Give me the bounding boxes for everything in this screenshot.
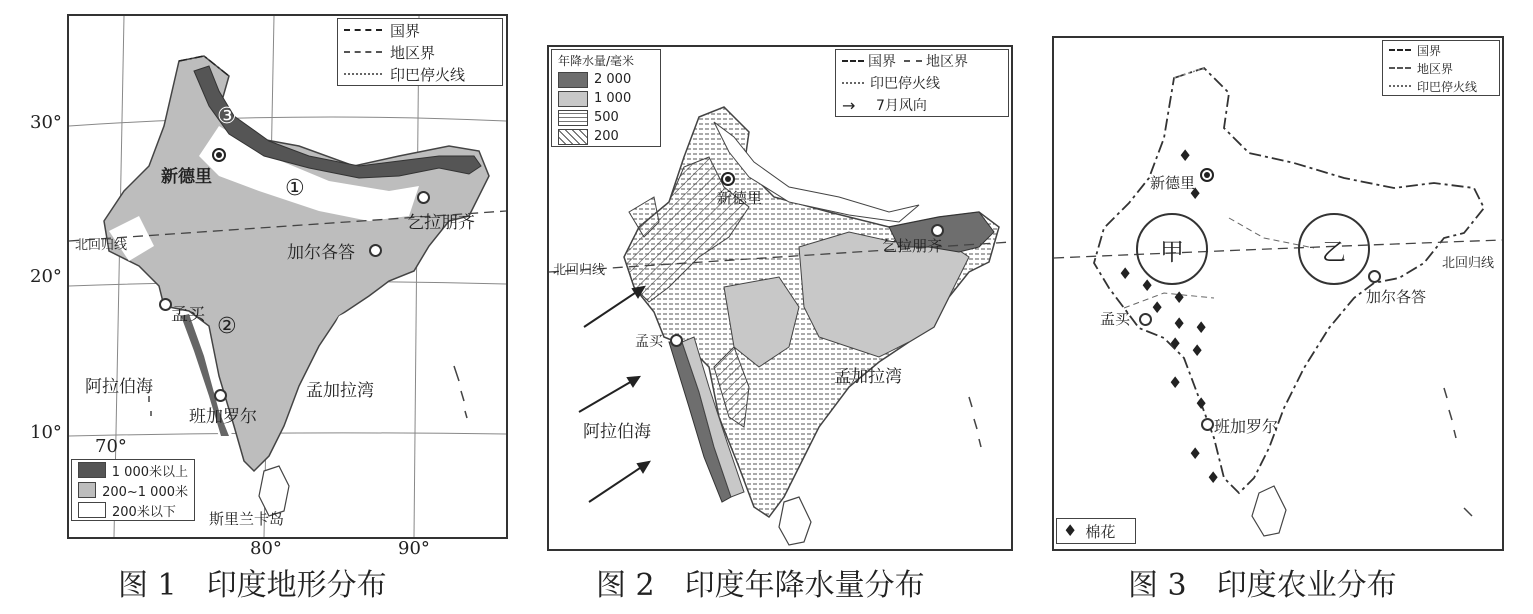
marker-2: ② (217, 314, 237, 339)
bangalore-label: 班加罗尔 (1214, 417, 1279, 436)
new-delhi-label: 新德里 (161, 167, 212, 187)
swatch-high (78, 462, 106, 478)
legend-row-precip-2000: 2 000 (552, 70, 660, 89)
map-panel-agriculture (1052, 36, 1504, 551)
legend-row-precip-500: 500 (552, 108, 660, 127)
legend-row-region-border: 地区界 (1383, 59, 1499, 77)
legend-row-wind: → 7月风向 (842, 95, 927, 115)
legend-row-precip-1000: 1 000 (552, 89, 660, 108)
cotton-icon: ♦ (1172, 314, 1187, 333)
new-delhi-capital-icon (1200, 168, 1214, 182)
legend-row-elev-high: 1 000米以上 (72, 460, 194, 480)
legend-row-elev-low: 200米以下 (72, 500, 194, 520)
tropic-label: 北回归线 (75, 238, 128, 253)
marker-1: ① (285, 176, 305, 201)
cotton-icon: ♦ (1172, 288, 1187, 307)
cotton-icon: ♦ (1118, 264, 1133, 283)
dotted-line-icon (1389, 85, 1411, 87)
cotton-icon: ♦ (1150, 298, 1165, 317)
cotton-icon: ♦ (1194, 318, 1209, 337)
legend-row-borders: 国界 地区界 (836, 50, 1008, 72)
lon-label-80: 80° (250, 538, 282, 559)
dotted-line-icon (842, 82, 864, 84)
elevation-legend (71, 459, 195, 521)
swatch-low (78, 502, 106, 518)
bangalore-city-icon (214, 389, 227, 402)
legend-row-national-border: 国界 (338, 19, 502, 41)
precipitation-legend (551, 49, 661, 147)
legend-row-ceasefire-line: 印巴停火线 (1383, 77, 1499, 95)
precip-legend-title: 年降水量/毫米 (558, 53, 635, 68)
dash-line-icon (344, 51, 382, 53)
cotton-legend: ♦ 棉花 (1056, 518, 1136, 544)
kolkata-city-icon (1368, 270, 1381, 283)
new-delhi-capital-icon (721, 172, 735, 186)
dash-line-icon (1389, 67, 1411, 69)
cherrapunji-city-icon (417, 191, 430, 204)
new-delhi-label: 新德里 (1150, 174, 1196, 192)
bay-of-bengal-label: 孟加拉湾 (834, 367, 902, 387)
arrow-icon: → (842, 95, 856, 115)
arabian-sea-label: 阿拉伯海 (583, 422, 651, 442)
map-panel-precipitation (547, 45, 1013, 551)
precip-line-legend (835, 49, 1009, 117)
swatch-1000 (558, 91, 588, 107)
lon-label-70: 70° (95, 436, 127, 457)
cherrapunji-label: 乞拉朋齐 (407, 213, 475, 233)
swatch-200 (558, 129, 588, 145)
dashdot-line-icon (842, 60, 864, 62)
cotton-icon: ♦ (1063, 521, 1078, 540)
lon-label-90: 90° (398, 538, 430, 559)
bangalore-city-icon (1201, 418, 1214, 431)
dashdot-line-icon (1389, 49, 1411, 51)
lat-label-10: 10° (30, 422, 62, 443)
agriculture-map-drawing (1054, 38, 1502, 549)
dotted-line-icon (344, 73, 382, 75)
arabian-sea-label: 阿拉伯海 (85, 377, 153, 397)
cotton-icon: ♦ (1190, 341, 1205, 360)
sri-lanka-label: 斯里兰卡岛 (209, 510, 285, 528)
kolkata-label: 加尔各答 (287, 243, 355, 263)
new-delhi-capital-icon (212, 148, 226, 162)
cotton-icon: ♦ (1168, 373, 1183, 392)
cotton-icon: ♦ (1188, 444, 1203, 463)
figure-3-caption: 图 3 印度农业分布 (1128, 568, 1397, 603)
dash-line-icon (904, 60, 922, 62)
cotton-icon: ♦ (1168, 334, 1183, 353)
tropic-label: 北回归线 (553, 263, 606, 278)
cotton-icon: ♦ (1188, 184, 1203, 203)
lat-label-20: 20° (30, 266, 62, 287)
tropic-label: 北回归线 (1442, 256, 1495, 271)
bay-of-bengal-label: 孟加拉湾 (306, 381, 374, 401)
new-delhi-label: 新德里 (717, 189, 763, 207)
swatch-500 (558, 110, 588, 126)
mumbai-city-icon (670, 334, 683, 347)
figure-2-caption: 图 2 印度年降水量分布 (596, 568, 925, 603)
legend-row-precip-200: 200 (552, 127, 660, 146)
region-yi: 乙 (1298, 213, 1370, 285)
region-jia: 甲 (1136, 213, 1208, 285)
agri-line-legend (1382, 40, 1500, 96)
dashdot-line-icon (344, 29, 382, 31)
lat-label-30: 30° (30, 112, 62, 133)
map-panel-terrain (67, 14, 508, 539)
swatch-2000 (558, 72, 588, 88)
cotton-icon: ♦ (1178, 146, 1193, 165)
figure-1-caption: 图 1 印度地形分布 (118, 568, 387, 603)
marker-3: ③ (217, 104, 237, 129)
mumbai-label: 孟买 (1100, 310, 1131, 328)
legend-row-elev-mid: 200~1 000米 (72, 480, 194, 500)
kolkata-city-icon (369, 244, 382, 257)
legend-row-region-border: 地区界 (338, 41, 502, 63)
legend-row-national-border: 国界 (1383, 41, 1499, 59)
cotton-icon: ♦ (1140, 276, 1155, 295)
cherrapunji-label: 乞拉朋齐 (882, 237, 943, 255)
swatch-mid (78, 482, 96, 498)
bangalore-label: 班加罗尔 (189, 407, 257, 427)
legend-row-ceasefire-line: 印巴停火线 (338, 63, 502, 85)
kolkata-label: 加尔各答 (1366, 288, 1427, 306)
terrain-line-legend (337, 18, 503, 86)
cotton-icon: ♦ (1206, 468, 1221, 487)
mumbai-label: 孟买 (171, 305, 205, 325)
legend-row-ceasefire: 印巴停火线 (836, 72, 1008, 94)
mumbai-label: 孟买 (635, 334, 663, 350)
cotton-icon: ♦ (1194, 394, 1209, 413)
